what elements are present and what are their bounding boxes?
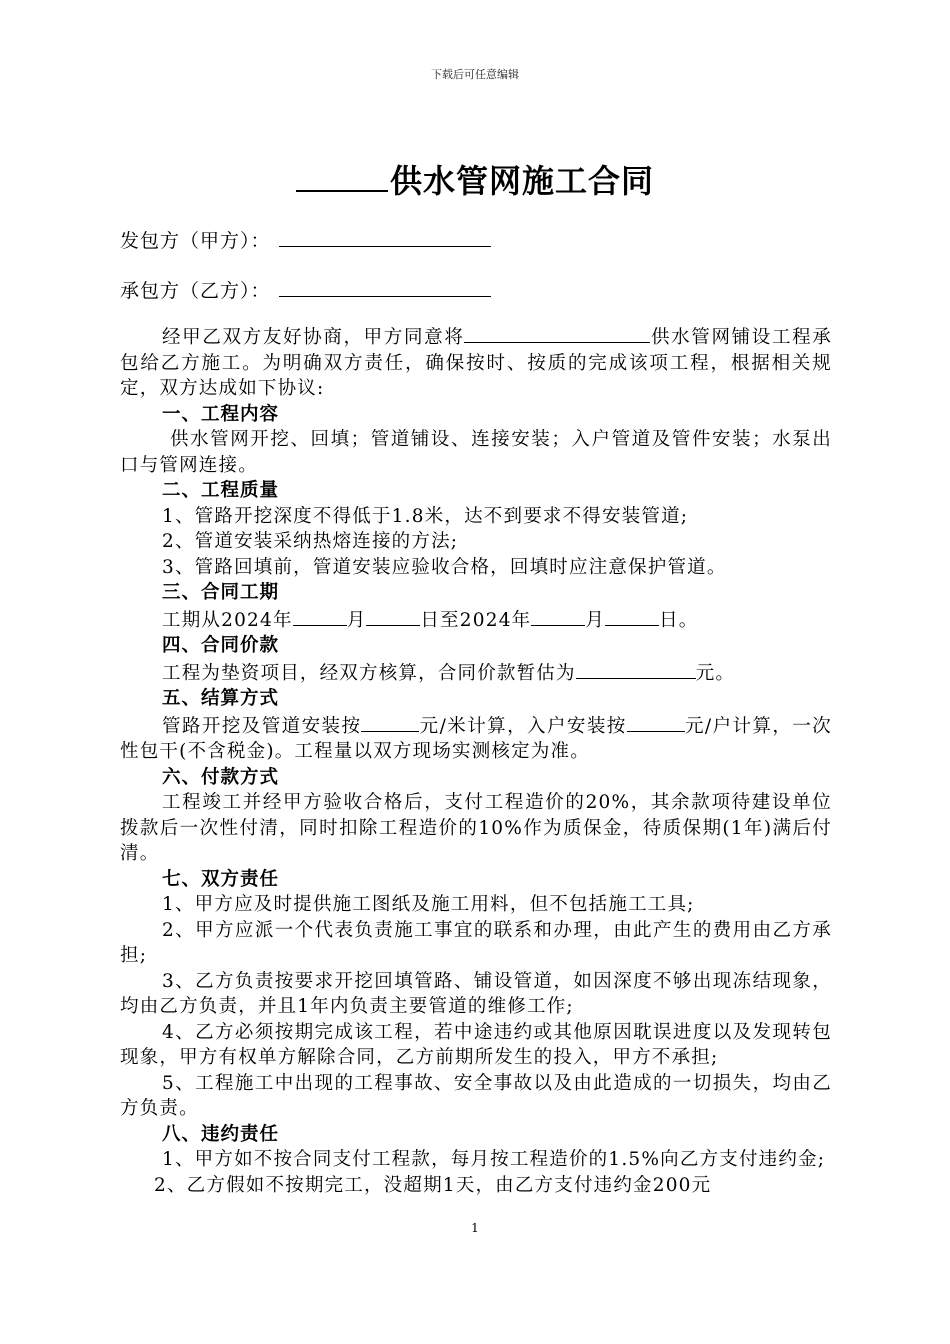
section-heading: 七、双方责任 [162, 868, 280, 890]
section-heading: 五、结算方式 [162, 688, 280, 709]
party-a-blank [279, 228, 491, 247]
price-blank [576, 659, 696, 679]
end-month-blank [531, 606, 585, 626]
section-paragraph: 1、甲方如不按合同支付工程款，每月按工程造价的1.5%向乙方支付违约金; [162, 1149, 826, 1170]
party-b-blank [279, 278, 491, 297]
section-paragraph: 3、乙方负责按要求开挖回填管路、铺设管道，如因深度不够出现冻结现象，均由乙方负责，并且1年内负责主要管道的维修工作; [120, 970, 832, 1017]
title-text: 供水管网施工合同 [389, 162, 654, 200]
rate-per-household-blank [627, 712, 685, 732]
schedule-line: 工期从2024年 月 日至2024年 月 日。 [120, 606, 832, 634]
party-b-line [120, 276, 491, 303]
page-header-note: 下载后可任意编辑 [431, 68, 519, 81]
section-heading: 三、合同工期 [162, 582, 280, 603]
party-a-line [120, 226, 491, 253]
title-blank-line [296, 162, 388, 192]
section-paragraph: 1、甲方应及时提供施工图纸及施工用料，但不包括施工工具; [162, 894, 695, 915]
intro-paragraph: 经甲乙双方友好协商，甲方同意将 供水管网铺设工程承包给乙方施工。为明确双方责任，确保按时、按质的完成该项工程，根据相关规定，双方达成如下协议: [120, 323, 832, 402]
start-day-blank [366, 606, 420, 626]
section-heading: 一、工程内容 [162, 403, 280, 425]
section-heading: 四、合同价款 [162, 635, 280, 656]
rate-per-meter-blank [361, 712, 419, 732]
price-line: 工程为垫资项目，经双方核算，合同价款暂估为 元。 [120, 659, 832, 687]
settlement-paragraph: 管路开挖及管道安装按 元/米计算，入户安装按 元/户计算，一次性包干(不含税金)。工程量以双方现场实测核定为准。 [120, 712, 832, 765]
project-name-blank [464, 323, 650, 343]
section-heading: 六、付款方式 [162, 766, 280, 788]
party-a-label: 发包方（甲方）： [120, 230, 271, 252]
section-heading: 八、违约责任 [162, 1123, 280, 1145]
section-paragraph: 2、甲方应派一个代表负责施工事宜的联系和办理，由此产生的费用由乙方承担; [120, 919, 832, 966]
section-paragraph: 2、管道安装采纳热熔连接的方法; [162, 531, 459, 552]
section-paragraph: 2、乙方假如不按期完工，没超期1天，由乙方支付违约金200元 [154, 1174, 712, 1196]
section-paragraph: 工程竣工并经甲方验收合格后，支付工程造价的20%，其余款项待建设单位拨款后一次性付清，同时扣除工程造价的10%作为质保金，待质保期(1年)满后付清。 [120, 792, 832, 864]
party-b-label: 承包方（乙方）： [120, 280, 271, 302]
document-title [0, 156, 950, 202]
section-heading: 二、工程质量 [162, 480, 280, 501]
section-paragraph: 3、管路回填前，管道安装应验收合格，回填时应注意保护管道。 [162, 556, 727, 578]
start-month-blank [293, 606, 347, 626]
section-paragraph: 4、乙方必须按期完成该工程，若中途违约或其他原因耽误进度以及发现转包现象，甲方有权单方解除合同，乙方前期所发生的投入，甲方不承担; [120, 1021, 832, 1068]
section-paragraph: 供水管网开挖、回填；管道铺设、连接安装；入户管道及管件安装；水泵出口与管网连接。 [120, 429, 832, 476]
section-paragraph: 1、管路开挖深度不得低于1.8米，达不到要求不得安装管道; [162, 505, 689, 527]
contract-body [120, 323, 832, 1198]
section-paragraph: 5、工程施工中出现的工程事故、安全事故以及由此造成的一切损失，均由乙方负责。 [120, 1072, 832, 1119]
end-day-blank [605, 606, 659, 626]
page-number: 1 [471, 1221, 479, 1235]
